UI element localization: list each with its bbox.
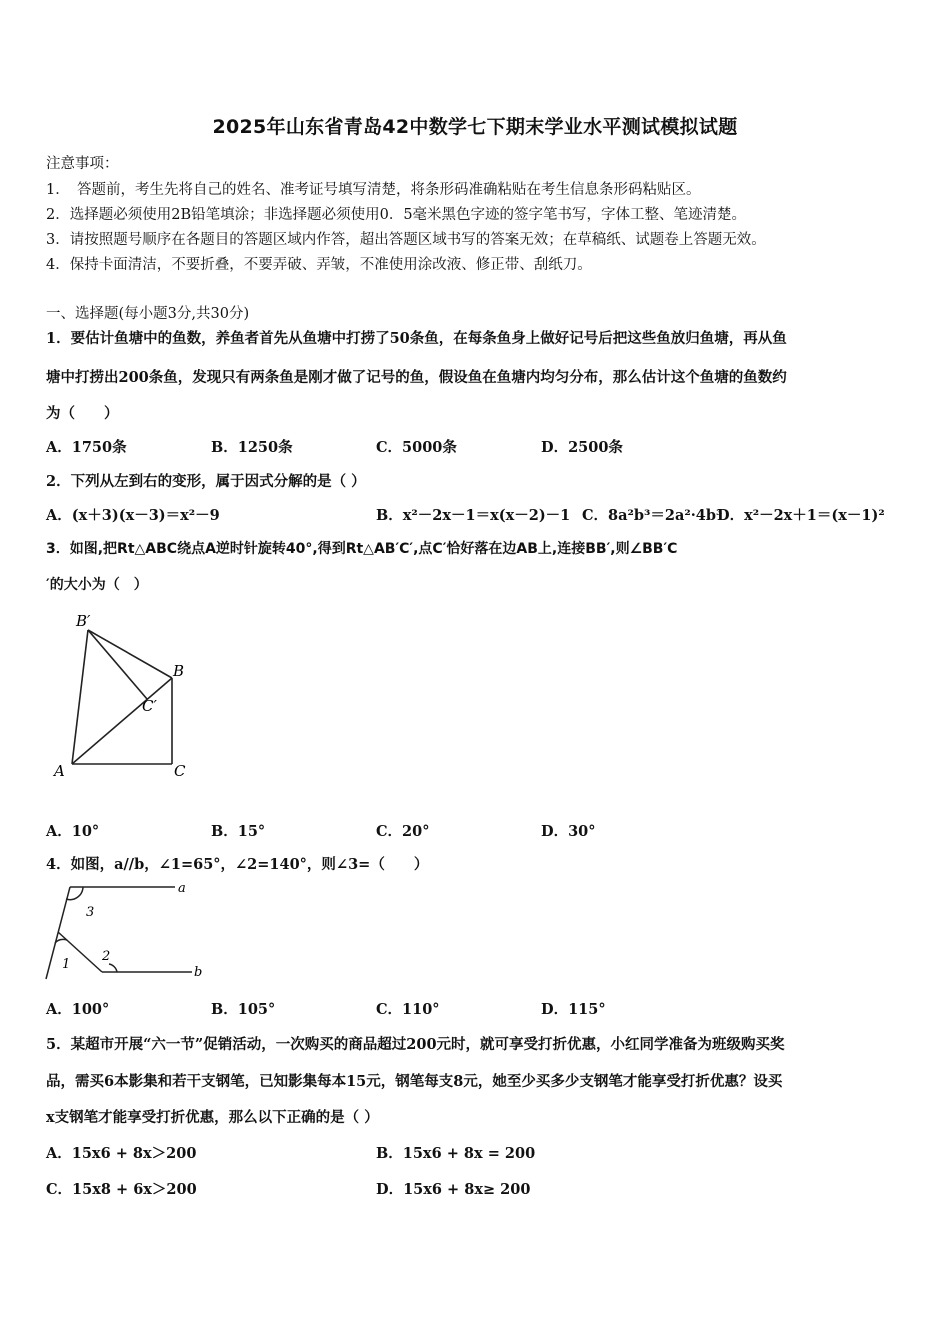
q4-stem: 4．如图，a//b，∠1=65°，∠2=140°，则∠3=（ ） <box>46 856 429 873</box>
notice-item: 2．选择题必须使用2B铅笔填涂；非选择题必须使用0．5毫米黑色字迹的签字笔书写，字体工整、笔迹清楚。 <box>46 207 747 223</box>
q1-stem-line: 1．要估计鱼塘中的鱼数，养鱼者首先从鱼塘中打捞了50条鱼，在每条鱼身上做好记号后把这些鱼放归鱼塘，再从鱼 <box>46 330 787 347</box>
q3-stem-line: 3．如图,把Rt△ABC绕点A逆时针旋转40°,得到Rt△AB′C′,点C′恰好落在边AB上,连接BB′,则∠BB′C <box>46 541 678 557</box>
q2-option-b[interactable]: B．x²－2x－1＝x(x－2)－1 <box>376 507 571 524</box>
q1-option-b[interactable]: B．1250条 <box>211 439 293 456</box>
q5-stem-line: x支钢笔才能享受打折优惠，那么以下正确的是（ ） <box>46 1109 379 1126</box>
label-a: A <box>54 762 65 780</box>
segment-ab <box>72 678 172 764</box>
q2-option-a[interactable]: A．(x＋3)(x－3)＝x²－9 <box>46 507 220 524</box>
label-a: a <box>178 881 186 896</box>
notice-item: 3．请按照题号顺序在各题目的答题区域内作答，超出答题区域书写的答案无效；在草稿纸、试题卷上答题无效。 <box>46 232 766 248</box>
segment-b-prime-c-prime <box>88 630 147 699</box>
q3-option-b[interactable]: B．15° <box>211 823 266 840</box>
segment-bb-prime <box>88 630 172 678</box>
q4-option-c[interactable]: C．110° <box>376 1001 440 1018</box>
q4-option-b[interactable]: B．105° <box>211 1001 276 1018</box>
parallel-lines-figure <box>40 880 215 985</box>
q4-option-a[interactable]: A．100° <box>46 1001 110 1018</box>
q3-option-c[interactable]: C．20° <box>376 823 430 840</box>
label-b: B <box>173 662 185 680</box>
q5-option-a[interactable]: A．15x6 + 8x＞200 <box>46 1145 197 1162</box>
q2-stem: 2．下列从左到右的变形，属于因式分解的是（ ） <box>46 473 366 490</box>
q5-option-c[interactable]: C．15x8 + 6x＞200 <box>46 1181 197 1198</box>
label-c-prime: C′ <box>142 697 157 715</box>
label-c: C <box>174 762 186 780</box>
rotation-triangle-figure <box>48 606 198 786</box>
q1-stem-line: 为（ ） <box>46 405 119 422</box>
q5-stem-line: 5．某超市开展“六一节”促销活动，一次购买的商品超过200元时，就可享受打折优惠，小红同学准备为班级购买奖 <box>46 1036 785 1053</box>
angle-2-arc <box>109 964 117 972</box>
section-heading: 一、选择题(每小题3分,共30分) <box>46 306 250 322</box>
q5-stem-line: 品，需买6本影集和若干支钢笔，已知影集每本15元，钢笔每支8元，她至少买多少支钢笔才能享受打折优惠？设买 <box>46 1073 783 1090</box>
q1-option-d[interactable]: D．2500条 <box>541 439 623 456</box>
segment-ab-prime <box>72 630 88 764</box>
q2-option-d[interactable]: D．x²－2x＋1＝(x－1)² <box>717 507 885 524</box>
label-b: b <box>194 965 203 980</box>
label-b-prime: B′ <box>76 612 91 630</box>
notice-item: 1． 答题前，考生先将自己的姓名、准考证号填写清楚，将条形码准确粘贴在考生信息条形码粘贴区。 <box>46 182 701 198</box>
q3-option-d[interactable]: D．30° <box>541 823 596 840</box>
q2-option-c[interactable]: C．8a²b³＝2a²·4b³ <box>582 507 723 524</box>
label-angle-2: 2 <box>102 949 111 964</box>
label-angle-1: 1 <box>62 957 71 972</box>
q3-option-a[interactable]: A．10° <box>46 823 100 840</box>
q4-option-d[interactable]: D．115° <box>541 1001 606 1018</box>
q5-option-d[interactable]: D．15x6 + 8x≥ 200 <box>376 1181 531 1198</box>
notice-heading: 注意事项： <box>46 156 119 172</box>
q1-stem-line: 塘中打捞出200条鱼，发现只有两条鱼是刚才做了记号的鱼，假设鱼在鱼塘内均匀分布，那么估计这个鱼塘的鱼数约 <box>46 369 787 386</box>
q1-option-c[interactable]: C．5000条 <box>376 439 457 456</box>
q5-option-b[interactable]: B．15x6 + 8x = 200 <box>376 1145 536 1162</box>
notice-item: 4．保持卡面清洁，不要折叠，不要弄破、弄皱，不准使用涂改液、修正带、刮纸刀。 <box>46 257 592 273</box>
q3-stem-line: ′的大小为（ ） <box>46 577 148 593</box>
label-angle-3: 3 <box>86 905 95 920</box>
q1-option-a[interactable]: A．1750条 <box>46 439 127 456</box>
page-title: 2025年山东省青岛42中数学七下期末学业水平测试模拟试题 <box>212 116 738 138</box>
